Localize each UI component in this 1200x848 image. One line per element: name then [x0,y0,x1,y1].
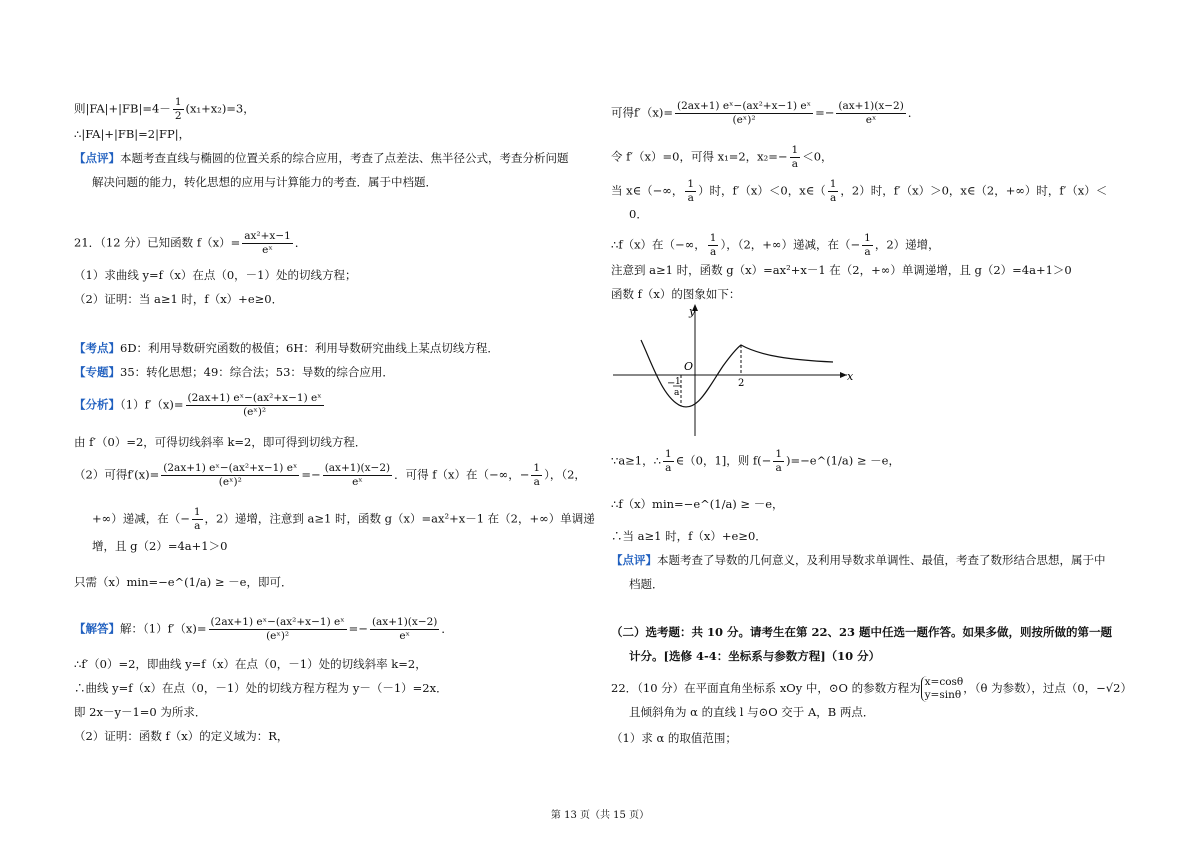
numerator: (ax+1)(x−2) [371,616,438,628]
x-axis-arrow [840,372,847,378]
denominator: (eˣ)² [266,630,290,642]
text: ，2）递增，注意到 a≥1 时，函数 g（x）=ax²+x－1 在（2，+∞）单调递 [204,511,595,526]
q21-part2: （2）证明：当 a≥1 时，f（x）+e≥0． [74,292,284,306]
text: ． [294,235,307,250]
sys-eq-1: x=cosθ [924,676,964,688]
text: ∵a≥1，∴ [611,453,661,468]
review-text-cont: 解决问题的能力，转化思想的应用与计算能力的考查．属于中档题． [92,175,437,189]
text: =− [348,621,368,636]
fenxi-4 [74,506,595,533]
fraction [370,616,439,643]
line-fp: ∴|FA|+|FB|=2|FP|， [74,127,191,141]
numerator: (2ax+1) eˣ−(ax²+x−1) eˣ [676,100,812,112]
fraction [173,96,184,123]
section-heading: （二）选考题：共 10 分。请考生在第 22、23 题中任选一题作答。如果多做，则按所做的第一题 [611,625,1113,639]
fenxi-tag: 【分析】 [74,397,120,412]
r-graph-intro: 函数 f（x）的图象如下： [611,287,741,301]
numerator: 1 [687,178,695,190]
numerator: (ax+1)(x−2) [838,100,904,112]
fraction [862,232,873,259]
numerator: 1 [864,232,871,244]
fraction [790,144,801,171]
jieda-5: （2）证明：函数 f（x）的定义域为：R， [74,729,289,743]
denominator: eˣ [262,244,273,256]
y-label: y [689,305,696,318]
text: （2）可得f′(x)= [74,467,160,482]
denominator: eˣ [399,630,411,642]
fraction [192,506,203,533]
text: ． [441,621,453,636]
q21-title [74,230,306,257]
text: 解：（1）f′（x)= [120,621,207,636]
numerator: 1 [775,448,782,460]
numerator: (2ax+1) eˣ−(ax²+x−1) eˣ [187,392,322,404]
text: =− [301,467,321,482]
jieda-1 [74,616,453,643]
r-derivative [611,100,919,127]
denominator: a [533,476,540,488]
denominator: a [864,246,871,258]
fraction [828,178,839,205]
text: ＜0， [802,149,833,164]
fraction [161,462,299,489]
curve [641,340,833,407]
fenxi-5: 增，且 g（2）=4a+1＞0 [92,539,228,553]
text: 21．（12 分）已知函数 f（x）= [74,235,241,250]
jieda-tag: 【解答】 [74,621,120,636]
text: （1）f′（x)= [120,397,184,412]
text: 22．（10 分）在平面直角坐标系 xOy 中，⊙O 的参数方程为 [611,681,921,695]
text: =− [815,105,835,120]
fraction [186,392,324,419]
text: 可得f′（x)= [611,105,673,120]
origin-label: O [684,360,694,373]
text: ，2）递增， [874,237,940,252]
review-tag: 【点评】 [74,151,120,165]
tick-frac-num: 1 [675,377,681,387]
text: 当 x∈（−∞， [611,183,684,198]
review-block [74,150,569,166]
fraction [773,448,784,475]
tick-2: 2 [738,378,745,389]
numerator: 1 [829,178,837,190]
r-min: ∴f（x）min=−e^(1/a) ≥ －e， [611,497,784,511]
sys-eq-2: y=sinθ [924,689,962,701]
denominator: (eˣ)² [218,476,242,488]
review-tag: 【点评】 [611,553,657,567]
kaodian-text: 6D：利用导数研究函数的极值；6H：利用导数研究曲线上某点切线方程． [120,341,499,355]
numerator: 1 [709,232,717,244]
r-monotonic [611,232,940,259]
kaodian-tag: 【考点】 [74,341,120,355]
page-footer: 第 13 页（共 15 页） [550,810,650,821]
text: (x₁+x₂)=3， [185,101,255,116]
denominator: a [194,520,201,532]
r-intervals [611,178,1107,205]
text: ），（2， [544,467,586,482]
text: +∞）递减，在（− [92,511,190,526]
denominator: eˣ [352,476,363,488]
numerator: 1 [193,506,201,518]
fraction [708,232,719,259]
r-roots [611,144,833,171]
review-text-cont: 档题． [629,577,664,591]
numerator: 1 [174,96,182,108]
text: ．可得 f（x）在（−∞，− [394,467,530,482]
review-text: 本题考查了导数的几何意义，及利用导数求单调性、最值，考查了数形结合思想，属于中 [657,553,1106,567]
q22-title [611,676,1132,702]
text: 令 f′（x）=0，可得 x₁=2，x₂=− [611,149,788,164]
section-heading-cont: 计分。[选修 4-4：坐标系与参数方程]（10 分） [629,649,881,663]
numerator: 1 [664,448,672,460]
fenxi-1 [74,392,326,419]
r-zero: 0． [629,207,648,221]
text: ），（2，+∞）递减，在（− [720,237,861,252]
denominator: (eˣ)² [243,406,267,418]
numerator: (2ax+1) eˣ−(ax²+x−1) eˣ [210,616,345,628]
r-since [611,448,900,475]
r-review [611,552,1106,568]
x-label: x [847,370,854,383]
fraction [531,462,542,489]
text: ）时，f′（x）＜0，x∈（ [698,183,826,198]
text: ，（θ 为参数），过点（0，−√2） [963,681,1132,695]
review-text: 本题考查直线与椭圆的位置关系的综合应用，考查了点差法、焦半径公式，考查分析问题 [120,151,569,165]
fraction [685,178,696,205]
fraction [663,448,674,475]
denominator: a [775,462,782,474]
text: 则|FA|+|FB|=4－ [74,101,171,116]
text: ． [907,105,920,120]
r-note: 注意到 a≥1 时，函数 g（x）=ax²+x－1 在（2，+∞）单调递增，且 g（2）=4a+1＞0 [611,263,1072,277]
numerator: (ax+1)(x−2) [324,462,391,474]
zhuanti-tag: 【专题】 [74,365,120,379]
denominator: 2 [174,110,182,122]
numerator: 1 [533,462,541,474]
text: )=−e^(1/a) ≥ －e， [786,453,900,468]
numerator: ax²+x−1 [244,230,291,242]
fenxi-6: 只需（x）min=−e^(1/a) ≥ －e，即可． [74,575,293,589]
denominator: a [687,192,694,204]
denominator: a [829,192,837,204]
q22-cont: 且倾斜角为 α 的直线 l 与⊙O 交于 A，B 两点． [629,705,875,719]
jieda-2: ∴f′（0）=2，即曲线 y=f（x）在点（0，－1）处的切线斜率 k=2， [74,657,427,671]
text: ，2）时，f′（x）＞0，x∈（2，+∞）时，f′（x）＜ [840,183,1108,198]
jieda-4: 即 2x－y－1=0 为所求． [74,705,207,719]
tick-neg-sign: − [667,378,676,389]
fraction [675,100,813,127]
tick-frac-den: a [674,388,680,398]
zhuanti [74,364,394,380]
r-conclusion: ∴当 a≥1 时，f（x）+e≥0． [611,529,767,543]
text: ∈（0，1]，则 f(− [675,453,772,468]
fraction [209,616,347,643]
q22-part1: （1）求 α 的取值范围； [611,731,737,745]
fraction [242,230,293,257]
fraction [323,462,392,489]
q21-part1: （1）求曲线 y=f（x）在点（0，－1）处的切线方程； [74,268,357,282]
denominator: a [791,158,798,170]
kaodian [74,340,499,356]
line-fa-fb [74,96,255,123]
denominator: eˣ [865,114,877,126]
fraction [836,100,905,127]
function-graph [611,300,861,440]
numerator: (2ax+1) eˣ−(ax²+x−1) eˣ [163,462,298,474]
text: ∴f（x）在（−∞， [611,237,706,252]
denominator: a [709,246,717,258]
parametric-system [921,676,964,702]
numerator: 1 [791,144,799,156]
zhuanti-text: 35：转化思想；49：综合法；53：导数的综合应用． [120,365,394,379]
denominator: a [665,462,672,474]
fenxi-3 [74,462,586,489]
fenxi-2: 由 f′（0）=2，可得切线斜率 k=2，即可得到切线方程． [74,435,367,449]
jieda-3: ∴曲线 y=f（x）在点（0，－1）处的切线方程方程为 y－（－1）=2x． [74,681,448,695]
denominator: (eˣ)² [732,114,756,126]
